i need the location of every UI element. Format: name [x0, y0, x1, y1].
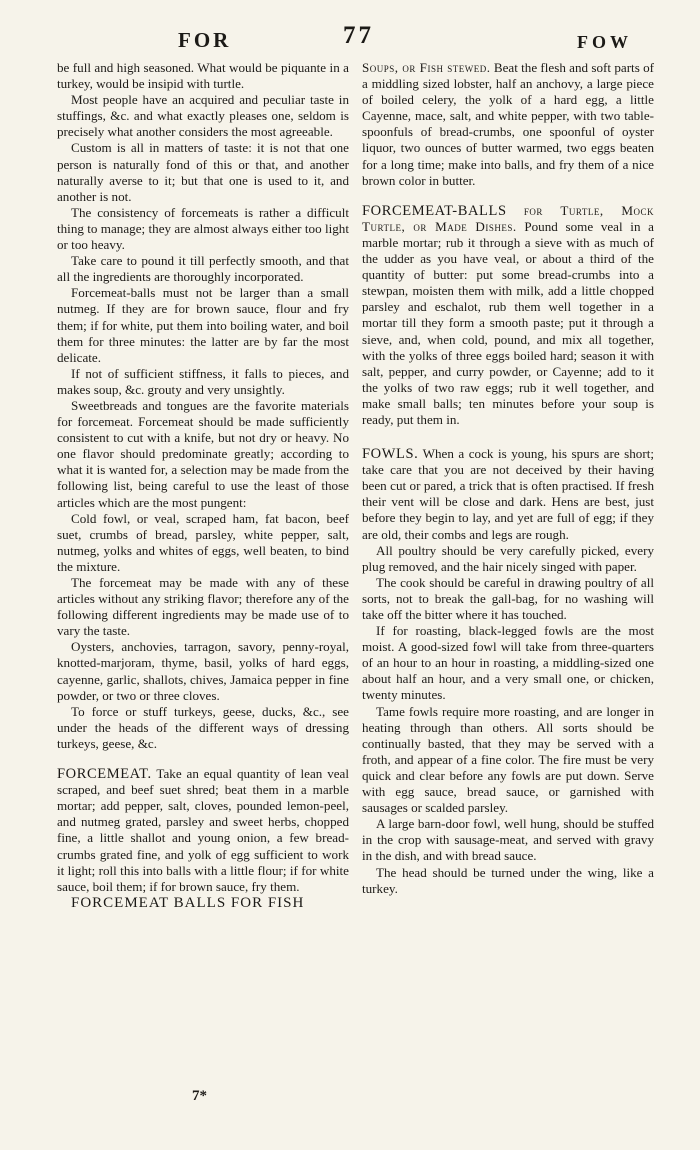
paragraph: Tame fowls require more roasting, and are longer in heating through than others. All sorts should be continually basted, that they may be served with a froth, and appear of a fine color. The fire must be very quick and clear before any fowls are put down. Serve with egg sauce, bread sauce, or garnished with sausages or scalded parsley. — [362, 703, 654, 816]
entry-body: Beat the flesh and soft parts of a middling sized lobster, half an anchovy, a large piece of boiled celery, the yolk of a hard egg, a little Cayenne, mace, salt, and white pepper, with two table-spoonfuls of bread-crumbs, one spoonful of oyster liquor, two ounces of butter warmed, two eggs beaten for a long time; make into balls, and fry them of a nice brown color in butter. — [362, 60, 654, 188]
paragraph: If not of sufficient stiffness, it falls to pieces, and makes soup, &c. grouty and very unsightly. — [57, 365, 349, 397]
paragraph: Forcemeat-balls must not be larger than a small nutmeg. If they are for brown sauce, flour and fry them; if for white, put them into boiling water, and boil them for three minutes: the latter are by far the most delicate. — [57, 285, 349, 365]
paragraph: A large barn-door fowl, well hung, should be stuffed in the crop with sausage-meat, and served with gravy in the dish, and with bread sauce. — [362, 816, 654, 864]
running-head-right: FOW — [577, 32, 632, 52]
right-column — [362, 60, 654, 897]
paragraph: Take care to pound it till perfectly smooth, and that all the ingredients are thoroughly incorporated. — [57, 253, 349, 285]
page-number: 77 — [343, 22, 374, 49]
paragraph: If for roasting, black-legged fowls are the most moist. A good-sized fowl will take from three-quarters of an hour to an hour in roasting, a middling-sized one about half an hour, and a very small one, or chicken, twenty minutes. — [362, 623, 654, 703]
paragraph: Custom is all in matters of taste: it is not that one person is naturally fond of this or that, and another naturally averse to it; but that one is used to it, and another is not. — [57, 140, 349, 204]
entry-heading: FOWLS. — [362, 446, 419, 463]
entry-heading-rest: for Turtle, Mock Turtle, or Made Dishes. — [362, 202, 654, 234]
paragraph: Oysters, anchovies, tarragon, savory, penny-royal, knotted-marjoram, thyme, basil, yolks of hard eggs, cayenne, garlic, shallots, chives, Jamaica pepper in fine powder, or two or three cloves. — [57, 639, 349, 703]
paragraph: All poultry should be very carefully picked, every plug removed, and the hair nicely singed with paper. — [362, 542, 654, 574]
entry-heading: Soups, or Fish stewed. — [362, 60, 491, 75]
running-head-left: FOR — [178, 28, 232, 52]
signature-mark: 7* — [192, 1088, 207, 1104]
paragraph: To force or stuff turkeys, geese, ducks, &c., see under the heads of the different ways of dressing turkeys, geese, &c. — [57, 703, 349, 751]
paragraph: Most people have an acquired and peculiar taste in stuffings, &c. and what exactly pleases one, seldom is precisely what another considers the most agreeable. — [57, 92, 349, 140]
entry-soups — [362, 60, 654, 189]
entry-forcemeat — [57, 766, 349, 895]
paragraph: Sweetbreads and tongues are the favorite materials for forcemeat. Forcemeat should be made sufficiently consistent to cut with a knife, but not dry or heavy. No one flavor should predominate greatly; according to what it is wanted for, a selection may be made from the following list, being careful to use the least of those articles which are the most pungent: — [57, 397, 349, 510]
entry-body: Take an equal quantity of lean veal scraped, and beef suet shred; beat them in a marble mortar; add pepper, salt, cloves, pounded lemon-peel, and nutmeg grated, parsley and sweet herbs, chopped fine, a little shallot and young onion, a few bread-crumbs grated fine, and yolk of egg sufficient to work it light; roll this into balls with a little flour; if for white sauce, boil them; if for brown sauce, fry them. — [57, 766, 349, 894]
entry-body: When a cock is young, his spurs are short; take care that you are not deceived by their having been cut or pared, a trick that is often practised. If fresh their vent will be close and dark. Hens are best, just before they begin to lay, and yet are full of egg; if they are old, their combs and legs are rough. — [362, 446, 654, 542]
paragraph: The head should be turned under the wing, like a turkey. — [362, 864, 654, 896]
paragraph: The consistency of forcemeats is rather a difficult thing to manage; they are almost always either too light or too heavy. — [57, 204, 349, 253]
paragraph: The forcemeat may be made with any of these articles without any striking flavor; therefore any of the following different ingredients may be made use of to vary the taste. — [57, 575, 349, 639]
entry-heading-fish: FORCEMEAT BALLS FOR FISH — [71, 894, 305, 911]
entry-fowls — [362, 446, 654, 543]
paragraph: Cold fowl, or veal, scraped ham, fat bacon, beef suet, crumbs of bread, parsley, white pepper, salt, nutmeg, yolks and whites of eggs, well beaten, to bind the mixture. — [57, 510, 349, 574]
paragraph: be full and high seasoned. What would be piquante in a turkey, would be insipid with turtle. — [57, 60, 349, 92]
page-header — [58, 22, 632, 58]
paragraph: The cook should be careful in drawing poultry of all sorts, not to break the gall-bag, for no washing will take off the bitter where it has touched. — [362, 574, 654, 622]
entry-turtle — [362, 203, 654, 428]
entry-heading: FORCEMEAT. — [57, 766, 152, 783]
left-column — [57, 60, 349, 911]
entry-heading: FORCEMEAT-BALLS — [362, 202, 507, 219]
entry-body: Pound some veal in a marble mortar; rub it through a sieve with as much of the udder as you have veal, or about a third of the quantity of butter: put some bread-crumbs into a stewpan, moisten them with milk, add a little chopped parsley and eschalot, rub them well together in a mortar till they form a smooth paste; put it through a sieve, and, when cold, pound, and mix all together, with the yolks of three eggs boiled hard; season it with salt, pepper, and curry powder, or Cayenne; add to it the yolks of two raw eggs; rub it well together, and make small balls; ten minutes before your soup is ready, put them in. — [362, 218, 654, 427]
